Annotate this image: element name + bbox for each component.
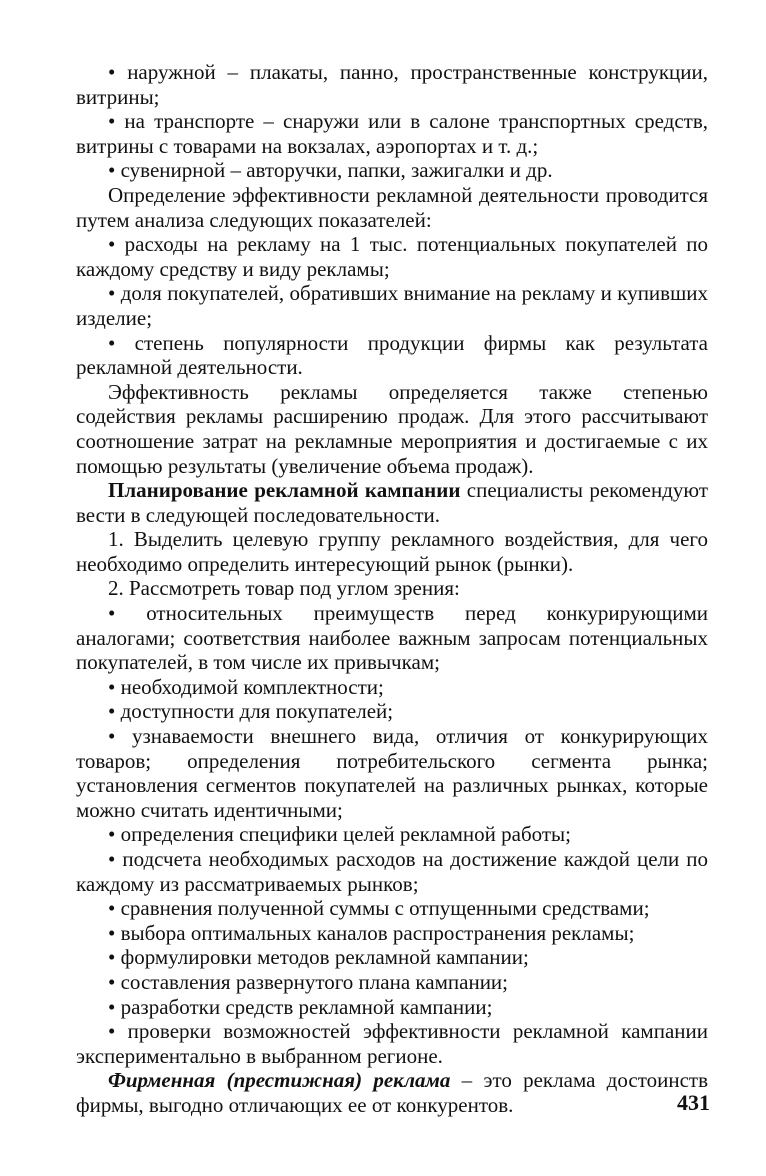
paragraph-transport: • на транспорте – снаружи или в салоне транспортных средств, витрины с товарами на вокзалах, аэропортах и т. д.; <box>76 109 708 158</box>
paragraph-outdoor: • наружной – плакаты, панно, пространственные конструкции, витрины; <box>76 60 708 109</box>
corporate-advertising-term: Фирменная (престижная) реклама <box>108 1068 451 1093</box>
paragraph-costs: • расходы на рекламу на 1 тыс. потенциальных покупателей по каждому средству и виду рекламы; <box>76 232 708 281</box>
campaign-planning-text: специалисты рекомендуют вести в следующей последовательности. <box>76 478 708 527</box>
paragraph-campaign-planning <box>76 478 708 527</box>
paragraph-verification: • проверки возможностей эффективности рекламной кампании экспериментально в выбранном регионе. <box>76 1019 708 1068</box>
paragraph-step-2: 2. Рассмотреть товар под углом зрения: <box>108 576 460 601</box>
paragraph-goals: • определения специфики целей рекламной работы; <box>108 822 572 847</box>
paragraph-recognizability: • узнаваемости внешнего вида, отличия от конкурирующих товаров; определения потребительского сегмента рынка; установления сегментов покупателей на различных рынках, которые можно считать идентичными; <box>76 724 708 822</box>
paragraph-comparison: • сравнения полученной суммы с отпущенными средствами; <box>108 896 650 921</box>
paragraph-popularity: • степень популярности продукции фирмы как результата рекламной деятельности. <box>76 330 708 380</box>
paragraph-effectiveness-definition: Определение эффективности рекламной деятельности проводится путем анализа следующих показателей: <box>76 182 708 232</box>
paragraph-corporate-advertising <box>76 1068 708 1117</box>
paragraph-step-1: 1. Выделить целевую группу рекламного воздействия, для чего необходимо определить интересующий рынок (рынки). <box>76 527 708 576</box>
paragraph-development: • разработки средств рекламной кампании; <box>108 994 493 1019</box>
paragraph-expenses: • подсчета необходимых расходов на достижение каждой цели по каждому из рассматриваемых рынков; <box>76 847 708 896</box>
corporate-advertising-text: – это реклама достоинств фирмы, выгодно отличающих ее от конкурентов. <box>76 1068 708 1117</box>
paragraph-channels: • выбора оптимальных каналов распространения рекламы; <box>108 920 635 945</box>
paragraph-souvenir: • сувенирной – авторучки, папки, зажигалки и др. <box>108 158 553 183</box>
paragraph-buyers-share: • доля покупателей, обративших внимание на рекламу и купивших изделие; <box>76 281 708 330</box>
paragraph-sales-effect: Эффективность рекламы определяется также степенью содействия рекламы расширению продаж. Для этого рассчитывают соотношение затрат на рекламные мероприятия и достигаемые с их помощью результаты (увеличение объема продаж). <box>76 379 708 478</box>
paragraph-methods: • формулировки методов рекламной кампании; <box>108 945 529 970</box>
paragraph-availability: • доступности для покупателей; <box>108 699 394 724</box>
paragraph-advantages: • относительных преимуществ перед конкурирующими аналогами; соответствия наиболее важным запросам потенциальных покупателей, в том числе их привычкам; <box>76 601 708 675</box>
page-number: 431 <box>677 1090 710 1115</box>
campaign-planning-term: Планирование рекламной кампании <box>108 478 461 503</box>
paragraph-completeness: • необходимой комплектности; <box>108 674 384 699</box>
paragraph-plan: • составления развернутого плана кампании; <box>108 969 509 994</box>
